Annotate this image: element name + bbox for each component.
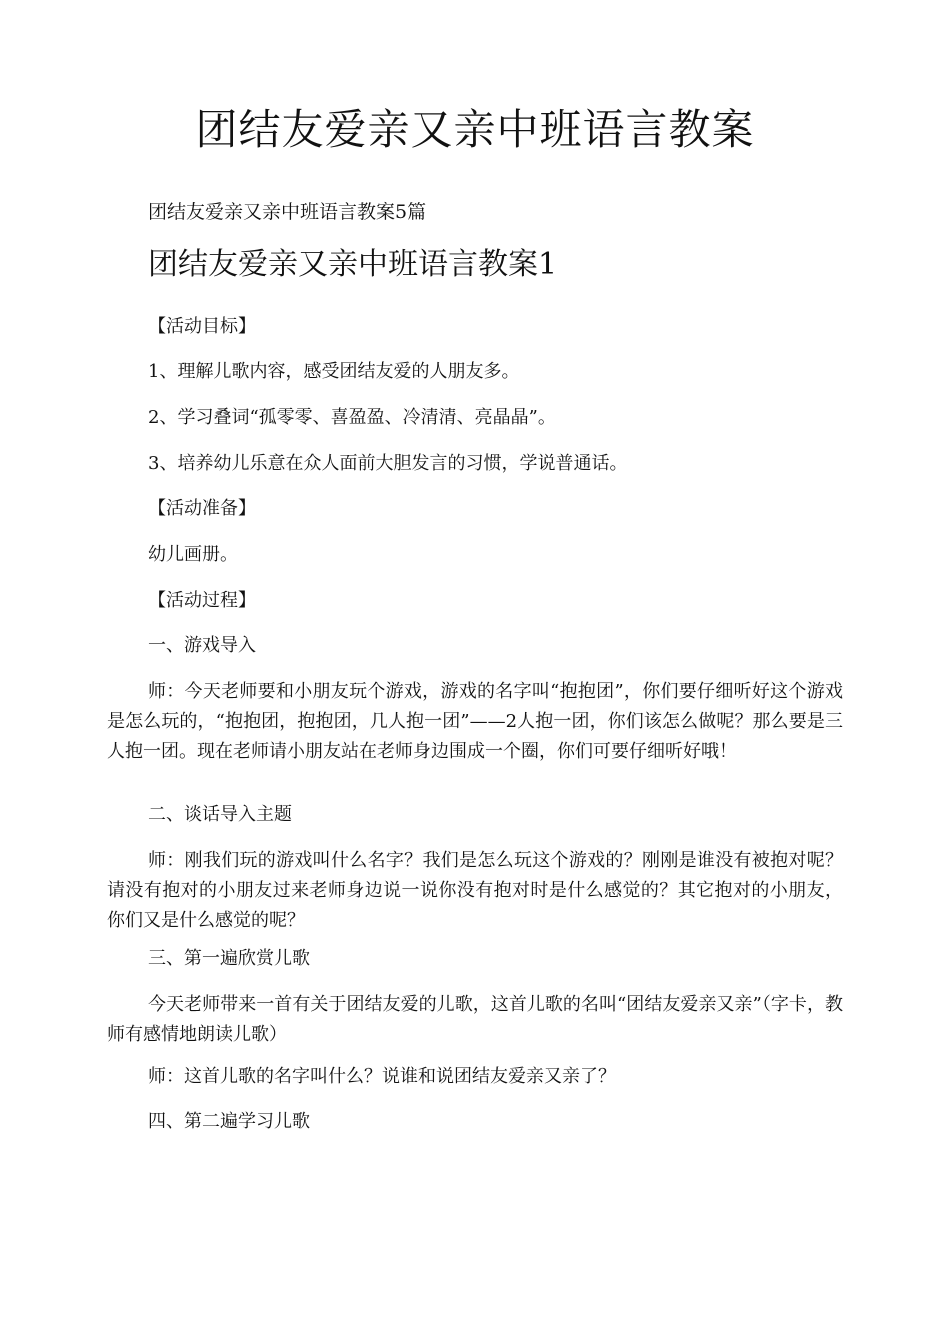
step2-heading: 二、谈话导入主题 [148, 804, 292, 825]
goal-item-3: 3、培养幼儿乐意在众人面前大胆发言的习惯，学说普通话。 [148, 453, 628, 474]
goal-item-2: 2、学习叠词“孤零零、喜盈盈、冷清清、亮晶晶”。 [148, 407, 556, 428]
prep-heading: 【活动准备】 [148, 498, 256, 519]
step2-paragraph: 师：刚我们玩的游戏叫什么名字？我们是怎么玩这个游戏的？刚刚是谁没有被抱对呢？请没有抱对的小朋友过来老师身边说一说你没有抱对时是什么感觉的？其它抱对的小朋友，你们又是什么感觉的呢？ [107, 850, 843, 931]
step1-paragraph: 师：今天老师要和小朋友玩个游戏，游戏的名字叫“抱抱团”，你们要仔细听好这个游戏是怎么玩的，“抱抱团，抱抱团，几人抱一团”——2人抱一团，你们该怎么做呢？那么要是三人抱一团。现在老师请小朋友站在老师身边围成一个圈，你们可要仔细听好哦！ [107, 681, 843, 762]
goal-item-1: 1、理解儿歌内容，感受团结友爱的人朋友多。 [148, 361, 520, 382]
step3-heading: 三、第一遍欣赏儿歌 [148, 948, 310, 969]
step1-heading: 一、游戏导入 [148, 635, 256, 656]
prep-text: 幼儿画册。 [148, 544, 238, 565]
document-subtitle: 团结友爱亲又亲中班语言教案5篇 [148, 201, 427, 223]
goals-heading: 【活动目标】 [148, 316, 256, 337]
process-heading: 【活动过程】 [148, 590, 256, 611]
section-heading: 团结友爱亲又亲中班语言教案1 [148, 247, 558, 282]
step3-question: 师：这首儿歌的名字叫什么？说谁和说团结友爱亲又亲了？ [148, 1066, 616, 1087]
step3-paragraph: 今天老师带来一首有关于团结友爱的儿歌，这首儿歌的名叫“团结友爱亲又亲”（字卡，教师有感情地朗读儿歌） [107, 994, 843, 1045]
document-title: 团结友爱亲又亲中班语言教案 [195, 105, 755, 154]
step4-heading: 四、第二遍学习儿歌 [148, 1111, 310, 1132]
